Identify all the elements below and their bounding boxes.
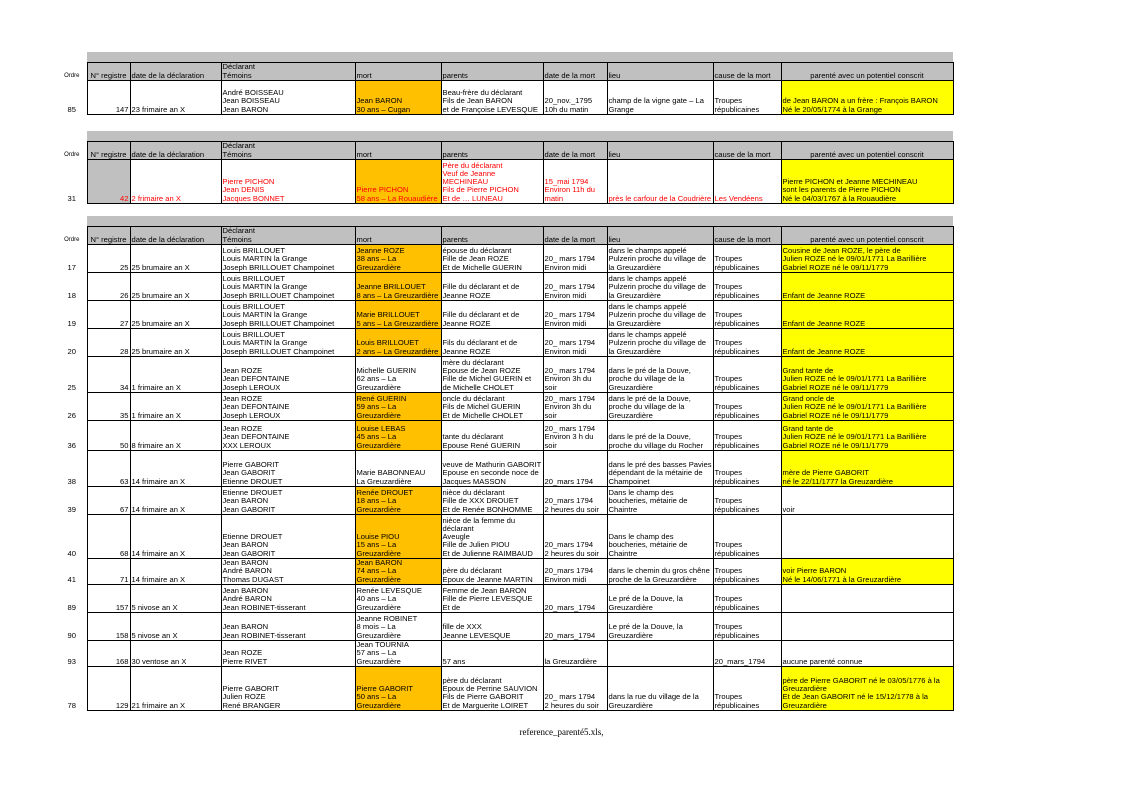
mort-cell: Jean BARON 74 ans – La Greuzardière (355, 559, 441, 585)
temoins-cell: Jean ROZE Jean DEFONTAINE XXX LEROUX (221, 421, 355, 451)
lieu-cell: dans le chemin du gros chêne proche de la Greuzardière (607, 559, 713, 585)
cause-cell: Troupes républicaines (713, 81, 781, 115)
parente-cell: père de Pierre GABORIT né le 03/05/1776 à la Greuzardière Et de Jean GABORIT né le 15/12/1778 à la Greuzardière (781, 666, 953, 710)
parents-cell: Fille du déclarant et de Jeanne ROZE (441, 273, 543, 301)
col-header-date-declaration: date de la déclaration (130, 142, 221, 160)
mort-cell: Marie BRILLOUET 5 ans – La Greuzardière (355, 301, 441, 329)
parente-cell: Pierre PICHON et Jeanne MECHINEAU sont les parents de Pierre PICHON Né le 04/03/1767 à la Rouaudière (781, 160, 953, 204)
parents-cell: Père du déclarant Veuf de Jeanne MECHINEAU Fils de Pierre PICHON Et de … LUNEAU (441, 160, 543, 204)
lieu-cell: dans la rue du village de la Greuzardière (607, 666, 713, 710)
col-header-parents: parents (441, 63, 543, 81)
date-declaration-cell: 8 frimaire an X (130, 421, 221, 451)
date-mort-cell: 20_mars 1794 2 heures du soir (543, 487, 607, 515)
cause-cell: 20_mars_1794 (713, 641, 781, 667)
date-declaration-cell: 14 frimaire an X (130, 559, 221, 585)
registre-cell: 25 (87, 245, 130, 273)
parente-cell: aucune parenté connue (781, 641, 953, 667)
col-header-mort: mort (355, 227, 441, 245)
parents-cell: Fille du déclarant et de Jeanne ROZE (441, 301, 543, 329)
mort-cell: Louis BRILLOUET 2 ans – La Greuzardière (355, 329, 441, 357)
date-mort-cell: 20_ mars 1794 Environ midi (543, 245, 607, 273)
col-header-registre: N° registre (87, 63, 130, 81)
registre-cell: 158 (87, 613, 130, 641)
table-row (57, 641, 953, 667)
registre-cell: 27 (87, 301, 130, 329)
lieu-cell: dans le champs appelé Pulzerin proche du village de la Greuzardière (607, 301, 713, 329)
lieu-cell: dans le pré de la Douve, proche du village de la Greuzardière (607, 357, 713, 393)
table-block-3 (57, 216, 953, 711)
date-mort-cell: 20_ mars 1794 Environ midi (543, 329, 607, 357)
mort-cell: Jean TOURNIA 57 ans – La Greuzardière (355, 641, 441, 667)
cause-cell: Troupes républicaines (713, 613, 781, 641)
table-block-1 (57, 52, 953, 115)
date-mort-cell: 20_mars_1794 (543, 585, 607, 613)
parente-cell: voir (781, 487, 953, 515)
cause-cell: Troupes républicaines (713, 329, 781, 357)
parente-cell: Enfant de Jeanne ROZE (781, 329, 953, 357)
cause-cell: Troupes républicaines (713, 301, 781, 329)
table-row (57, 160, 953, 204)
ordre-cell: 41 (67, 575, 76, 585)
parente-cell: Grand tante de Julien ROZE né le 09/01/1771 La Barillière Gabriel ROZE né le 09/11/1779 (781, 421, 953, 451)
temoins-cell: Jean ROZE Pierre RIVET (221, 641, 355, 667)
parente-cell: de Jean BARON a un frère : François BARON Né le 20/05/1774 à la Grange (781, 81, 953, 115)
header-row (57, 63, 953, 81)
date-declaration-cell: 5 nivose an X (130, 613, 221, 641)
date-declaration-cell: 1 frimaire an X (130, 393, 221, 421)
date-declaration-cell: 2 frimaire an X (130, 160, 221, 204)
lieu-cell (607, 641, 713, 667)
registre-cell: 63 (87, 451, 130, 487)
parente-cell: Enfant de Jeanne ROZE (781, 301, 953, 329)
footer-filename: reference_parenté5.xls, (519, 727, 604, 737)
parents-cell: Femme de Jean BARON Fille de Pierre LEVESQUE Et de (441, 585, 543, 613)
ordre-cell: 39 (67, 505, 76, 515)
lieu-cell: dans le champs appelé Pulzerin proche du village de la Greuzardière (607, 329, 713, 357)
registre-cell: 67 (87, 487, 130, 515)
mort-cell: Jean BARON 30 ans – Cugan (355, 81, 441, 115)
temoins-cell: Louis BRILLOUET Louis MARTIN la Grange Joseph BRILLOUET Champoinet (221, 301, 355, 329)
ordre-cell: 38 (67, 477, 76, 487)
ordre-cell: 18 (67, 291, 76, 301)
mort-cell: Pierre GABORIT 50 ans – La Greuzardière (355, 666, 441, 710)
cause-cell: Troupes républicaines (713, 451, 781, 487)
parente-cell: Grand oncle de Julien ROZE né le 09/01/1771 La Barillière Gabriel ROZE né le 09/11/1779 (781, 393, 953, 421)
col-header-date-declaration: date de la déclaration (130, 63, 221, 81)
table-row (57, 329, 953, 357)
table-row (57, 559, 953, 585)
date-mort-cell: 20_mars_1794 (543, 613, 607, 641)
col-header-registre: N° registre (87, 142, 130, 160)
lieu-cell: dans le champs appelé Pulzerin proche du village de la Greuzardière (607, 273, 713, 301)
parents-cell: 57 ans (441, 641, 543, 667)
lieu-cell: dans le pré de la Douve, proche du village de la Greuzardière (607, 393, 713, 421)
mort-cell: Jeanne BRILLOUET 8 ans – La Greuzardière (355, 273, 441, 301)
date-declaration-cell: 14 frimaire an X (130, 451, 221, 487)
mort-cell: Pierre PICHON 58 ans – La Rouaudière (355, 160, 441, 204)
mort-cell: Jeanne ROZE 38 ans – La Greuzardière (355, 245, 441, 273)
ordre-cell: 20 (67, 347, 76, 357)
cause-cell: Troupes républicaines (713, 273, 781, 301)
date-mort-cell: 20_ mars 1794 Environ midi (543, 273, 607, 301)
table-row (57, 81, 953, 115)
parents-cell: oncle du déclarant Fils de Michel GUERIN Et de Michelle CHOLET (441, 393, 543, 421)
date-declaration-cell: 5 nivose an X (130, 585, 221, 613)
parents-cell: père du déclarant Epoux de Perrine SAUVION Fils de Pierre GABORIT Et de Marguerite LOIRET (441, 666, 543, 710)
parente-cell (781, 585, 953, 613)
cause-cell: Troupes républicaines (713, 421, 781, 451)
date-declaration-cell: 23 frimaire an X (130, 81, 221, 115)
temoins-cell: Etienne DROUET Jean BARON Jean GABORIT (221, 515, 355, 559)
registre-cell: 147 (87, 81, 130, 115)
table-row (57, 301, 953, 329)
lieu-cell: Le pré de la Douve, la Greuzardière (607, 585, 713, 613)
date-declaration-cell: 21 frimaire an X (130, 666, 221, 710)
cause-cell: Les Vendéens (713, 160, 781, 204)
date-mort-cell: 20_ mars 1794 Environ 3h du soir (543, 393, 607, 421)
parents-cell: épouse du déclarant Fille de Jean ROZE Et de Michelle GUERIN (441, 245, 543, 273)
mort-cell: Marie BABONNEAU La Greuzardière (355, 451, 441, 487)
col-header-registre: N° registre (87, 227, 130, 245)
parente-cell: Grand tante de Julien ROZE né le 09/01/1771 La Barillière Gabriel ROZE né le 09/11/1779 (781, 357, 953, 393)
registre-cell: 26 (87, 273, 130, 301)
cause-cell: Troupes républicaines (713, 393, 781, 421)
lieu-cell: Le pré de la Douve, la Greuzardière (607, 613, 713, 641)
ordre-cell: 93 (67, 657, 76, 667)
lieu-cell: dans le champs appelé Pulzerin proche du village de la Greuzardière (607, 245, 713, 273)
col-header-mort: mort (355, 63, 441, 81)
col-header-date-mort: date de la mort (543, 142, 607, 160)
lieu-cell: champ de la vigne gate – La Grange (607, 81, 713, 115)
date-mort-cell: 20_nov._1795 10h du matin (543, 81, 607, 115)
temoins-cell: Louis BRILLOUET Louis MARTIN la Grange Joseph BRILLOUET Champoinet (221, 273, 355, 301)
mort-cell: Renée LEVESQUE 40 ans – La Greuzardière (355, 585, 441, 613)
date-declaration-cell: 14 frimaire an X (130, 487, 221, 515)
table-row (57, 393, 953, 421)
temoins-cell: Louis BRILLOUET Louis MARTIN la Grange Joseph BRILLOUET Champoinet (221, 245, 355, 273)
ordre-cell: 19 (67, 319, 76, 329)
date-declaration-cell: 1 frimaire an X (130, 357, 221, 393)
lieu-cell: Dans le champ des boucheries, métairie de Chaintre (607, 487, 713, 515)
cause-cell: Troupes républicaines (713, 487, 781, 515)
parents-cell: fille de XXX Jeanne LEVESQUE (441, 613, 543, 641)
registre-cell: 42 (87, 160, 130, 204)
table-row (57, 515, 953, 559)
registre-cell: 129 (87, 666, 130, 710)
date-mort-cell: 20_ mars 1794 Environ 3h du soir (543, 357, 607, 393)
col-header-cause: cause de la mort (713, 227, 781, 245)
date-declaration-cell: 25 brumaire an X (130, 273, 221, 301)
ordre-cell: 90 (67, 631, 76, 641)
col-header-parents: parents (441, 227, 543, 245)
lieu-cell: près le carfour de la Coudrière (607, 160, 713, 204)
registre-cell: 168 (87, 641, 130, 667)
col-header-date-mort: date de la mort (543, 63, 607, 81)
temoins-cell: Pierre GABORIT Jean GABORIT Etienne DROUET (221, 451, 355, 487)
registre-cell: 50 (87, 421, 130, 451)
lieu-cell: dans le pré des basses Pavies dépendant de la métairie de Champoinet (607, 451, 713, 487)
header-row (57, 142, 953, 160)
table-block-2 (57, 131, 953, 204)
col-header-ordre: Ordre (57, 63, 87, 81)
parents-cell: Fils du déclarant et de Jeanne ROZE (441, 329, 543, 357)
table-row (57, 487, 953, 515)
temoins-cell: Etienne DROUET Jean BARON Jean GABORIT (221, 487, 355, 515)
table-row (57, 613, 953, 641)
date-mort-cell: 20_mars 1794 (543, 451, 607, 487)
registre-cell: 68 (87, 515, 130, 559)
col-header-lieu: lieu (607, 63, 713, 81)
parents-cell: nièce de la femme du déclarant Aveugle Fille de Julien PIOU Et de Julienne RAIMBAUD (441, 515, 543, 559)
date-declaration-cell: 25 brumaire an X (130, 301, 221, 329)
mort-cell: Jeanne ROBINET 8 mois – La Greuzardière (355, 613, 441, 641)
cause-cell: Troupes républicaines (713, 559, 781, 585)
date-mort-cell: 20_ mars 1794 2 heures du soir (543, 666, 607, 710)
registre-cell: 34 (87, 357, 130, 393)
col-header-date-mort: date de la mort (543, 227, 607, 245)
parents-cell: père du déclarant Epoux de Jeanne MARTIN (441, 559, 543, 585)
date-declaration-cell: 25 brumaire an X (130, 329, 221, 357)
col-header-cause: cause de la mort (713, 63, 781, 81)
registre-cell: 71 (87, 559, 130, 585)
parente-cell: mère de Pierre GABORIT né le 22/11/1777 la Greuzardière (781, 451, 953, 487)
parents-cell: veuve de Mathurin GABORIT Epouse en seconde noce de Jacques MASSON (441, 451, 543, 487)
date-mort-cell: la Greuzardière (543, 641, 607, 667)
ordre-cell: 78 (67, 701, 76, 711)
registre-cell: 35 (87, 393, 130, 421)
col-header-ordre: Ordre (57, 227, 87, 245)
mort-cell: René GUERIN 59 ans – La Greuzardière (355, 393, 441, 421)
col-header-cause: cause de la mort (713, 142, 781, 160)
parents-cell: Beau-frère du déclarant Fils de Jean BARON et de Françoise LEVESQUE (441, 81, 543, 115)
table-row (57, 245, 953, 273)
ordre-cell: 25 (67, 383, 76, 393)
mort-cell: Louise PIOU 15 ans – La Greuzardière (355, 515, 441, 559)
temoins-cell: Pierre GABORIT Julien ROZE René BRANGER (221, 666, 355, 710)
col-header-lieu: lieu (607, 142, 713, 160)
parente-cell: Cousine de Jean ROZE, le père de Julien ROZE né le 09/01/1771 La Barillière Gabriel ROZE né le 09/11/1779 (781, 245, 953, 273)
col-header-parents: parents (441, 142, 543, 160)
temoins-cell: Pierre PICHON Jean DENIS Jacques BONNET (221, 160, 355, 204)
table-row (57, 451, 953, 487)
col-header-temoins: Déclarant Témoins (221, 227, 355, 245)
cause-cell: Troupes républicaines (713, 515, 781, 559)
cause-cell: Troupes républicaines (713, 585, 781, 613)
table-row (57, 273, 953, 301)
parente-cell: voir Pierre BARON Né le 14/06/1771 à la Greuzardière (781, 559, 953, 585)
parente-cell (781, 515, 953, 559)
mort-cell: Renée DROUET 18 ans – La Greuzardière (355, 487, 441, 515)
col-header-parente: parenté avec un potentiel conscrit (781, 227, 953, 245)
cause-cell: Troupes républicaines (713, 666, 781, 710)
cause-cell: Troupes républicaines (713, 245, 781, 273)
ordre-cell: 31 (67, 194, 76, 204)
table-row (57, 421, 953, 451)
date-mort-cell: 20_ mars 1794 Environ 3 h du soir (543, 421, 607, 451)
ordre-cell: 89 (67, 603, 76, 613)
parents-cell: mère du déclarant Epouse de Jean ROZE Fille de Michel GUERIN et de Michelle CHOLET (441, 357, 543, 393)
temoins-cell: Jean ROZE Jean DEFONTAINE Joseph LEROUX (221, 357, 355, 393)
registre-cell: 157 (87, 585, 130, 613)
parente-cell: Enfant de Jeanne ROZE (781, 273, 953, 301)
date-mort-cell: 15_mai 1794 Environ 11h du matin (543, 160, 607, 204)
registre-cell: 28 (87, 329, 130, 357)
ordre-cell: 85 (67, 105, 76, 115)
header-row (57, 227, 953, 245)
date-mort-cell: 20_ mars 1794 Environ midi (543, 301, 607, 329)
col-header-lieu: lieu (607, 227, 713, 245)
parente-cell (781, 613, 953, 641)
lieu-cell: dans le pré de la Douve, proche du village du Rocher (607, 421, 713, 451)
ordre-cell: 26 (67, 411, 76, 421)
temoins-cell: Jean BARON André BARON Jean ROBINET-tisserant (221, 585, 355, 613)
ordre-cell: 17 (67, 263, 76, 273)
col-header-temoins: Déclarant Témoins (221, 142, 355, 160)
table-row (57, 357, 953, 393)
col-header-parente: parenté avec un potentiel conscrit (781, 142, 953, 160)
table-row (57, 585, 953, 613)
col-header-date-declaration: date de la déclaration (130, 227, 221, 245)
col-header-mort: mort (355, 142, 441, 160)
ordre-cell: 40 (67, 549, 76, 559)
mort-cell: Louise LEBAS 45 ans – La Greuzardière (355, 421, 441, 451)
date-mort-cell: 20_mars 1794 Environ midi (543, 559, 607, 585)
temoins-cell: Louis BRILLOUET Louis MARTIN la Grange Joseph BRILLOUET Champoinet (221, 329, 355, 357)
cause-cell: Troupes républicaines (713, 357, 781, 393)
date-declaration-cell: 30 ventose an X (130, 641, 221, 667)
parents-cell: nièce du déclarant Fille de XXX DROUET Et de Renée BONHOMME (441, 487, 543, 515)
date-mort-cell: 20_mars 1794 2 heures du soir (543, 515, 607, 559)
ordre-cell: 36 (67, 441, 76, 451)
col-header-ordre: Ordre (57, 142, 87, 160)
col-header-temoins: Déclarant Témoins (221, 63, 355, 81)
lieu-cell: Dans le champ des boucheries, métairie de Chaintre (607, 515, 713, 559)
date-declaration-cell: 14 frimaire an X (130, 515, 221, 559)
temoins-cell: André BOISSEAU Jean BOISSEAU Jean BARON (221, 81, 355, 115)
temoins-cell: Jean BARON Jean ROBINET-tisserant (221, 613, 355, 641)
parents-cell: tante du déclarant Epouse René GUERIN (441, 421, 543, 451)
mort-cell: Michelle GUERIN 62 ans – La Greuzardière (355, 357, 441, 393)
temoins-cell: Jean ROZE Jean DEFONTAINE Joseph LEROUX (221, 393, 355, 421)
table-row (57, 666, 953, 710)
date-declaration-cell: 25 brumaire an X (130, 245, 221, 273)
col-header-parente: parenté avec un potentiel conscrit (781, 63, 953, 81)
temoins-cell: Jean BARON André BARON Thomas DUGAST (221, 559, 355, 585)
